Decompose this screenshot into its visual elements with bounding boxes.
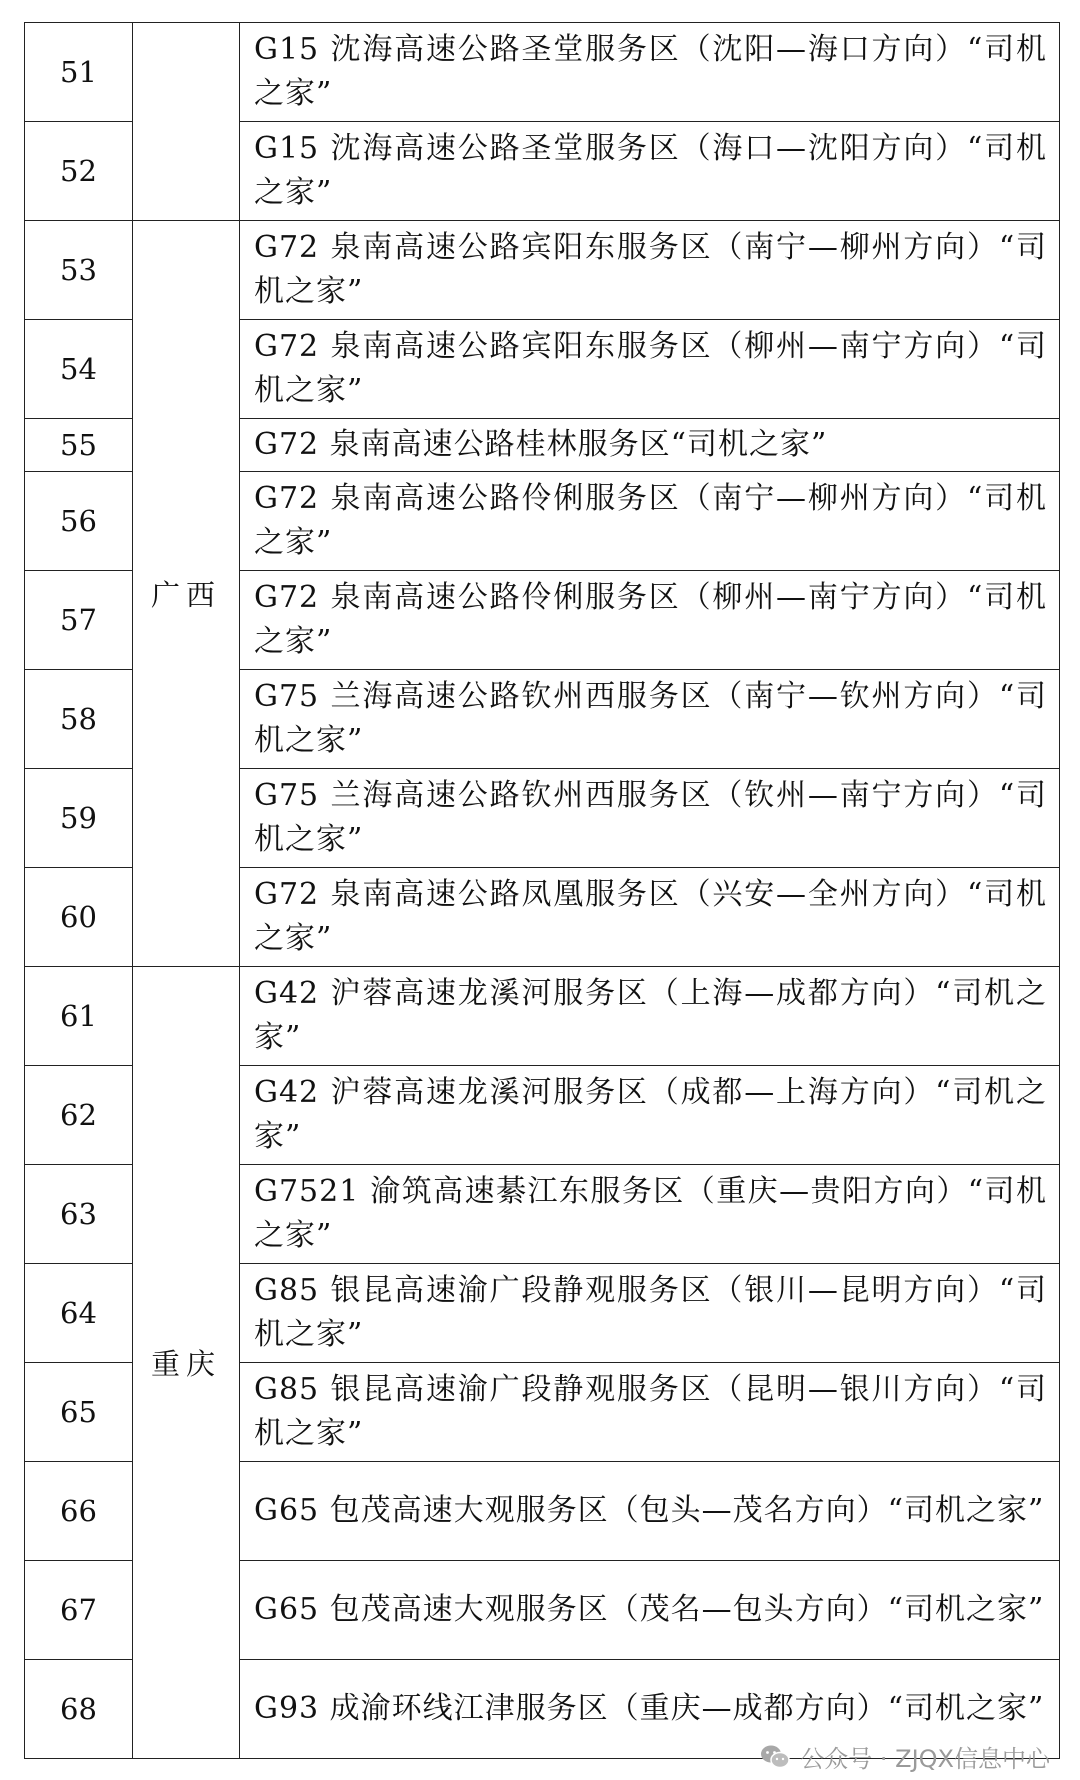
service-area-name: G72 泉南高速公路桂林服务区“司机之家” [240, 419, 1060, 472]
service-area-name: G15 沈海高速公路圣堂服务区（海口—沈阳方向）“司机之家” [240, 122, 1060, 221]
row-number: 62 [25, 1066, 133, 1165]
service-area-name: G72 泉南高速公路伶俐服务区（南宁—柳州方向）“司机之家” [240, 472, 1060, 571]
service-area-name: G42 沪蓉高速龙溪河服务区（上海—成都方向）“司机之家” [240, 967, 1060, 1066]
service-area-name: G65 包茂高速大观服务区（茂名—包头方向）“司机之家” [240, 1561, 1060, 1660]
service-area-name: G42 沪蓉高速龙溪河服务区（成都—上海方向）“司机之家” [240, 1066, 1060, 1165]
service-area-name: G85 银昆高速渝广段静观服务区（银川—昆明方向）“司机之家” [240, 1264, 1060, 1363]
row-number: 59 [25, 769, 133, 868]
row-number: 54 [25, 320, 133, 419]
row-number: 66 [25, 1462, 133, 1561]
table-row [25, 221, 1060, 320]
row-number: 63 [25, 1165, 133, 1264]
row-number: 57 [25, 571, 133, 670]
service-area-name: G72 泉南高速公路宾阳东服务区（柳州—南宁方向）“司机之家” [240, 320, 1060, 419]
row-number: 52 [25, 122, 133, 221]
row-number: 67 [25, 1561, 133, 1660]
row-number: 64 [25, 1264, 133, 1363]
service-area-name: G75 兰海高速公路钦州西服务区（南宁—钦州方向）“司机之家” [240, 670, 1060, 769]
table-row [25, 967, 1060, 1066]
service-area-name: G75 兰海高速公路钦州西服务区（钦州—南宁方向）“司机之家” [240, 769, 1060, 868]
service-area-name: G85 银昆高速渝广段静观服务区（昆明—银川方向）“司机之家” [240, 1363, 1060, 1462]
wechat-icon [760, 1744, 790, 1770]
service-area-name: G7521 渝筑高速綦江东服务区（重庆—贵阳方向）“司机之家” [240, 1165, 1060, 1264]
table-row [25, 23, 1060, 122]
region-cell-guangxi: 广西 [133, 221, 240, 967]
service-area-name: G72 泉南高速公路凤凰服务区（兴安—全州方向）“司机之家” [240, 868, 1060, 967]
watermark-text: 公众号 · ZJQX信息中心 [800, 1745, 1050, 1773]
row-number: 58 [25, 670, 133, 769]
row-number: 53 [25, 221, 133, 320]
service-area-name: G15 沈海高速公路圣堂服务区（沈阳—海口方向）“司机之家” [240, 23, 1060, 122]
service-area-table [24, 22, 1060, 1759]
row-number: 55 [25, 419, 133, 472]
service-area-name: G65 包茂高速大观服务区（包头—茂名方向）“司机之家” [240, 1462, 1060, 1561]
service-area-name: G72 泉南高速公路宾阳东服务区（南宁—柳州方向）“司机之家” [240, 221, 1060, 320]
service-area-name: G72 泉南高速公路伶俐服务区（柳州—南宁方向）“司机之家” [240, 571, 1060, 670]
region-cell-continued [133, 23, 240, 221]
row-number: 51 [25, 23, 133, 122]
row-number: 60 [25, 868, 133, 967]
row-number: 56 [25, 472, 133, 571]
row-number: 61 [25, 967, 133, 1066]
row-number: 65 [25, 1363, 133, 1462]
watermark [760, 1739, 1050, 1774]
row-number: 68 [25, 1660, 133, 1759]
service-area-name: G93 成渝环线江津服务区（重庆—成都方向）“司机之家” [240, 1660, 1060, 1759]
region-cell-chongqing: 重庆 [133, 967, 240, 1759]
